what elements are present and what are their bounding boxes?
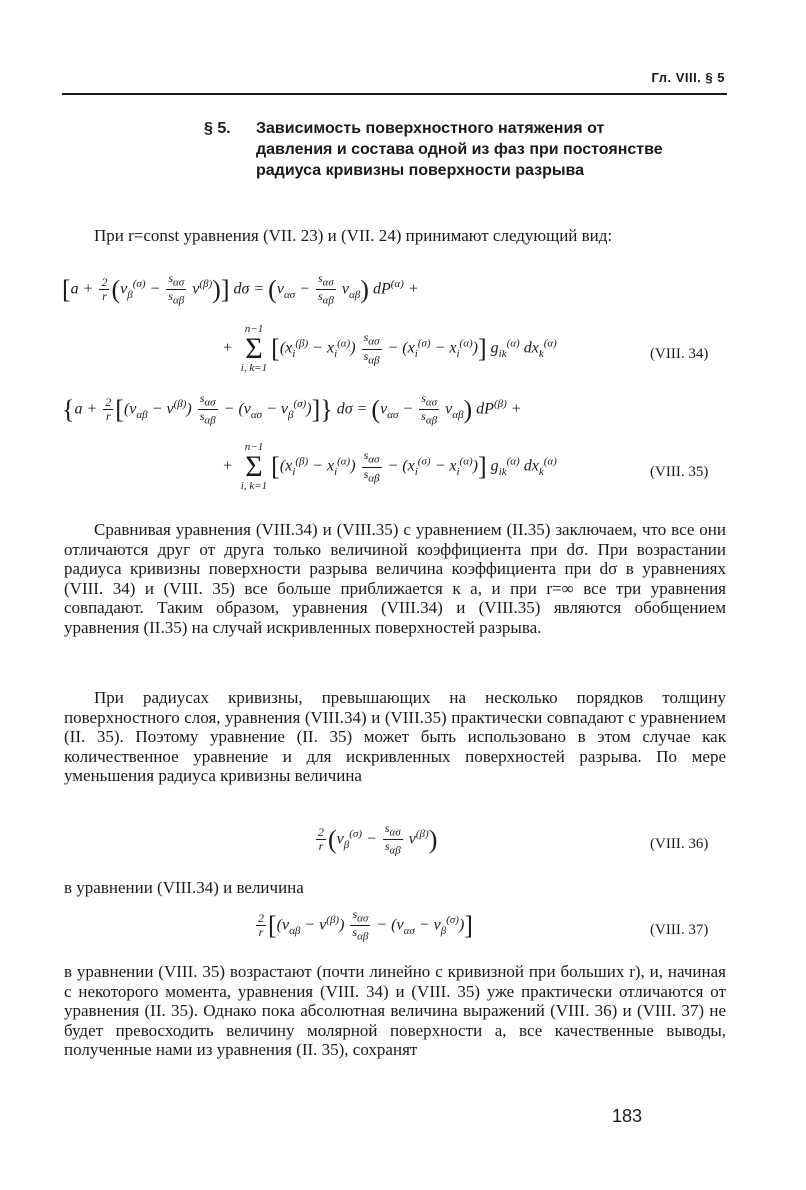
running-head: Гл. VIII. § 5 (651, 70, 725, 85)
equation-34-number: (VIII. 34) (650, 346, 709, 362)
paragraph-conclusion: в уравнении (VIII. 35) возрастают (почти линейно с кривизной при больших r), и, начиная с некоторого момента, уравнения (VIII. 34) и (VIII. 35) уже практически отличаются от уравнения (II. 35). Однако пока абсолютная величина выражений (VIII. 36) и (VIII. 37) не будет превосходить величину молярной поверхности a, все качественные выводы, полученные нами из уравнения (II. 35), сохранят (64, 962, 726, 1060)
header-rule (62, 93, 727, 95)
equation-35-line1: {a + $\frac{2}{r}$ [$(v_{\alpha\beta} - v^{(\beta)})$ $\frac{s_{\alpha\sigma}}{s_{\alpha\beta}}$ − $(v_{\alpha\sigma} - v_\beta^{(\sigma)})$]} $d\sigma = (v_{\alpha\sigma}$ − $\frac{s_{\alpha\sigma}}{s_{\alpha\beta}}$ $v_{\alpha\beta}$) $dP^{(\beta)}$ + (62, 391, 522, 427)
section-title: Зависимость поверхностного натяжения от давления и состава одной из фаз при постоянстве радиуса кривизны поверхности разрыва (256, 120, 663, 179)
equation-36-number: (VIII. 36) (650, 836, 709, 852)
section-number: § 5. (204, 120, 231, 137)
paragraph-comparison: Сравнивая уравнения (VIII.34) и (VIII.35) с уравнением (II.35) заключаем, что все они отличаются друг от друга только величиной коэффициента при dσ. При возрастании радиуса кривизны поверхности разрыва величина коэффициента при dσ в уравнениях (VIII. 34) и (VIII. 35) все больше приближается к a, и при r=∞ все три уравнения совпадают. Таким образом, уравнения (VIII.34) и (VIII.35) являются обобщением уравнения (II.35) на случай искривленных поверхностей разрыва. (64, 520, 726, 637)
paragraph-intro: При r=const уравнения (VII. 23) и (VII. 24) принимают следующий вид: (94, 226, 613, 245)
equation-35-line2: + n−1 Σ i, $k=1[(x_i^{(\beta)} - x_i^{(\alpha)})$ $\frac{s_{\alpha\sigma}}{s_{\alpha\beta}}$ − $(x_i^{(\sigma)} - x_i^{(\alpha)})$] $g_{ik}^{(\alpha)}$ $dx_k^{(\alpha)}$ (222, 441, 557, 492)
page-number: 183 (612, 1106, 643, 1126)
equation-34-line1: [a + $\frac{2}{r}$ ($v_\beta^{(\sigma)}$ − $\frac{s_{\alpha\sigma}}{s_{\alpha\beta}}$ $v^{(\beta)}$)] $d\sigma = (v_{\alpha\sigma}$ − $\frac{s_{\alpha\sigma}}{s_{\alpha\beta}}$ $v_{\alpha\beta}$) $dP^{(\alpha)}$ + (62, 271, 419, 307)
equation-37-number: (VIII. 37) (650, 922, 709, 938)
equation-36: $\frac{2}{r}$ ($v_\beta^{(\sigma)}$ − $\frac{s_{\alpha\sigma}}{s_{\alpha\beta}}$ $v^{(\beta)}$) (318, 821, 438, 857)
section-heading (204, 118, 684, 202)
equation-34-line2: + n−1 Σ i, $k=1[(x_i^{(\beta)} - x_i^{(\alpha)})$ $\frac{s_{\alpha\sigma}}{s_{\alpha\beta}}$ − $(x_i^{(\sigma)} - x_i^{(\alpha)})$] $g_{ik}^{(\alpha)}$ $dx_k^{(\alpha)}$ (222, 323, 557, 374)
equation-37: $\frac{2}{r}$ [$(v_{\alpha\beta} - v^{(\beta)})$ $\frac{s_{\alpha\sigma}}{s_{\alpha\beta}}$ − $(v_{\alpha\sigma} - v_\beta^{(\sigma)})$] (258, 907, 473, 943)
paragraph-in-equation-34: в уравнении (VIII.34) и величина (64, 878, 304, 897)
paragraph-radii: При радиусах кривизны, превышающих на несколько порядков толщину поверхностного слоя, уравнения (VIII.34) и (VIII.35) практически совпадают с уравнением (II. 35). Поэтому уравнение (II. 35) может быть использовано в этом случае как количественное уравнение и для искривленных поверхностей разрыва. По мере уменьшения радиуса кривизны величина (64, 688, 726, 786)
equation-35-number: (VIII. 35) (650, 464, 709, 480)
